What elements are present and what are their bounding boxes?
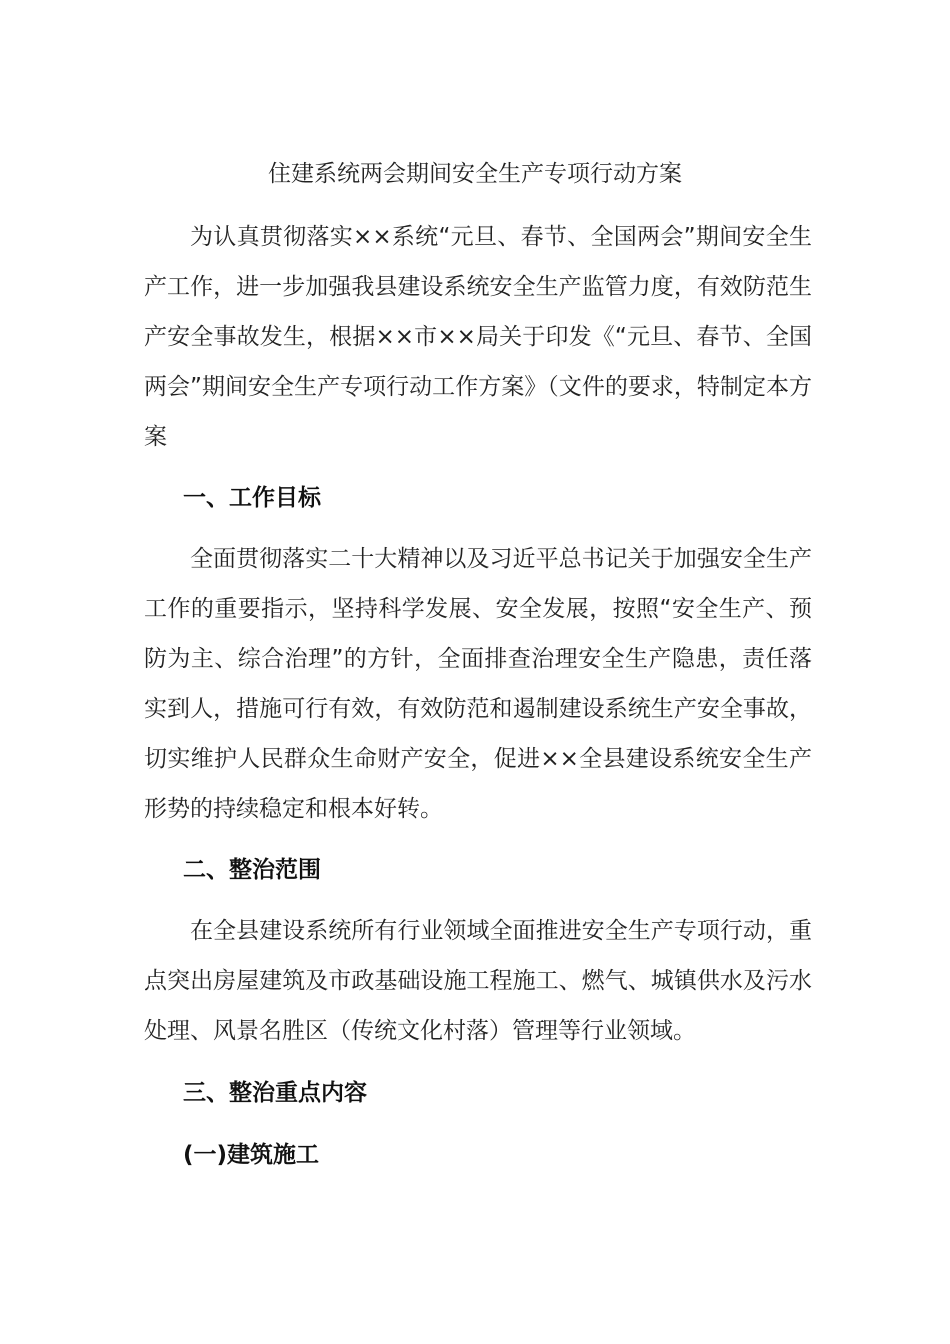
section-body-scope: 在全县建设系统所有行业领域全面推进安全生产专项行动，重点突出房屋建筑及市政基础设施工程施工、燃气、城镇供水及污水处理、风景名胜区（传统文化村落）管理等行业领域。 (144, 918, 812, 1044)
section-body-goals: 全面贯彻落实二十大精神以及习近平总书记关于加强安全生产工作的重要指示，坚持科学发展、安全发展，按照“安全生产、预防为主、综合治理”的方针，全面排查治理安全生产隐患，责任落实到人，措施可行有效，有效防范和遏制建设系统生产安全事故，切实维护人民群众生命财产安全，促进××全县建设系统安全生产形势的持续稳定和根本好转。 (144, 546, 812, 822)
section-heading-scope: 二、整治范围 (183, 857, 321, 883)
section-heading-goals: 一、工作目标 (183, 485, 321, 511)
subheading-construction: (一)建筑施工 (183, 1142, 320, 1168)
document-title: 住建系统两会期间安全生产专项行动方案 (268, 161, 682, 187)
intro-paragraph: 为认真贯彻落实××系统“元旦、春节、全国两会”期间安全生产工作，进一步加强我县建设系统安全生产监管力度，有效防范生产安全事故发生，根据××市××局关于印发《“元旦、春节、全国两会”期间安全生产专项行动工作方案》（文件的要求，特制定本方案 (144, 224, 812, 450)
section-heading-key-content: 三、整治重点内容 (183, 1080, 367, 1106)
